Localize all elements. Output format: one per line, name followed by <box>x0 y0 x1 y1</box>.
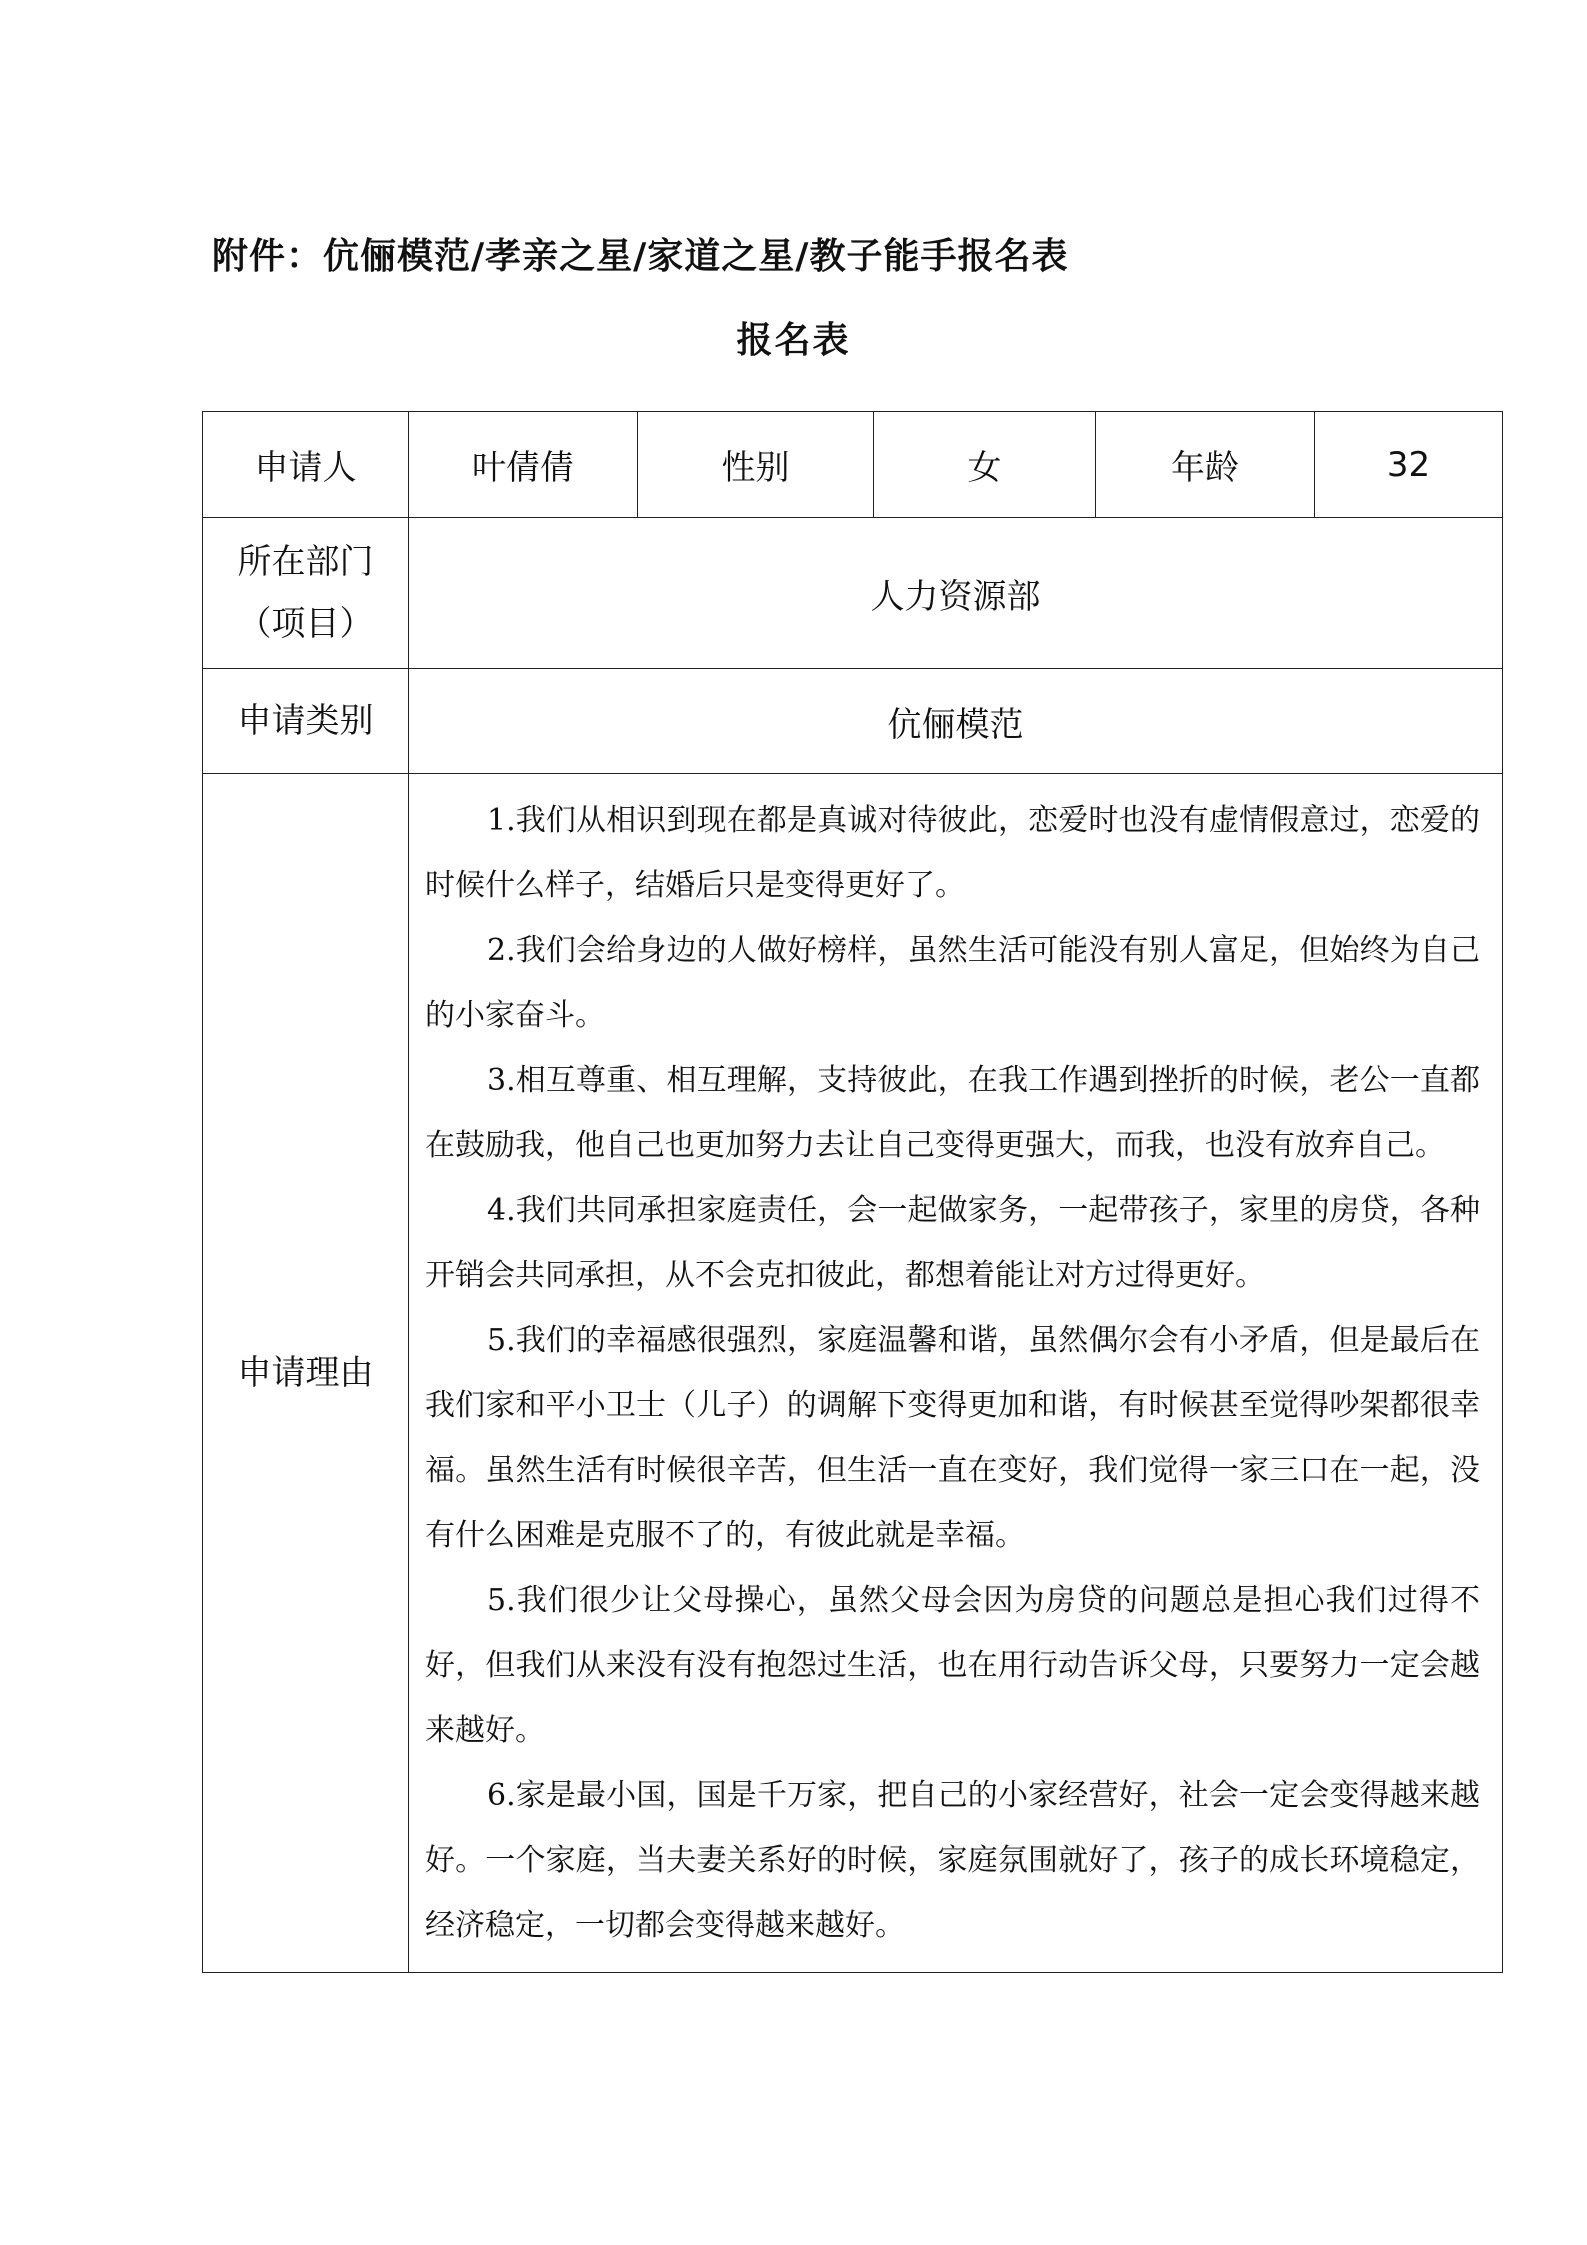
department-row <box>203 518 1503 669</box>
department-label-line2: （项目） <box>237 604 374 644</box>
category-row <box>203 669 1503 774</box>
department-label-line1: 所在部门 <box>237 542 374 582</box>
reason-content <box>409 774 1503 1973</box>
department-value: 人力资源部 <box>409 518 1503 669</box>
document-heading: 附件：伉俪模范/孝亲之星/家道之星/教子能手报名表 <box>212 236 1069 277</box>
reason-paragraph: 5.我们的幸福感很强烈，家庭温馨和谐，虽然偶尔会有小矛盾，但是最后在我们家和平小卫士（儿子）的调解下变得更加和谐，有时候甚至觉得吵架都很幸福。虽然生活有时候很辛苦，但生活一直在变好，我们觉得一家三口在一起，没有什么困难是克服不了的，有彼此就是幸福。 <box>425 1323 1480 1553</box>
category-value: 伉俪模范 <box>409 669 1503 774</box>
reason-paragraph: 5.我们很少让父母操心，虽然父母会因为房贷的问题总是担心我们过得不好，但我们从来没有没有抱怨过生活，也在用行动告诉父母，只要努力一定会越来越好。 <box>425 1583 1480 1748</box>
applicant-value: 叶倩倩 <box>409 412 638 518</box>
category-label: 申请类别 <box>203 669 409 774</box>
age-value: 32 <box>1315 412 1503 518</box>
reason-paragraph: 1.我们从相识到现在都是真诚对待彼此，恋爱时也没有虚情假意过，恋爱的时候什么样子，结婚后只是变得更好了。 <box>425 803 1480 903</box>
reason-row <box>203 774 1503 1973</box>
reason-paragraph: 2.我们会给身边的人做好榜样，虽然生活可能没有别人富足，但始终为自己的小家奋斗。 <box>425 933 1480 1033</box>
department-label <box>203 518 409 669</box>
gender-label: 性别 <box>638 412 874 518</box>
applicant-label: 申请人 <box>203 412 409 518</box>
reason-paragraph: 3.相互尊重、相互理解，支持彼此，在我工作遇到挫折的时候，老公一直都在鼓励我，他自己也更加努力去让自己变得更强大，而我，也没有放弃自己。 <box>425 1063 1480 1163</box>
applicant-row <box>203 412 1503 518</box>
reason-paragraph: 4.我们共同承担家庭责任，会一起做家务，一起带孩子，家里的房贷，各种开销会共同承担，从不会克扣彼此，都想着能让对方过得更好。 <box>425 1193 1480 1293</box>
form-title: 报名表 <box>736 320 851 361</box>
registration-form-table <box>202 411 1503 1973</box>
age-label: 年龄 <box>1096 412 1315 518</box>
reason-label: 申请理由 <box>203 774 409 1973</box>
gender-value: 女 <box>874 412 1096 518</box>
reason-paragraph: 6.家是最小国，国是千万家，把自己的小家经营好，社会一定会变得越来越好。一个家庭，当夫妻关系好的时候，家庭氛围就好了，孩子的成长环境稳定，经济稳定，一切都会变得越来越好。 <box>425 1778 1480 1943</box>
